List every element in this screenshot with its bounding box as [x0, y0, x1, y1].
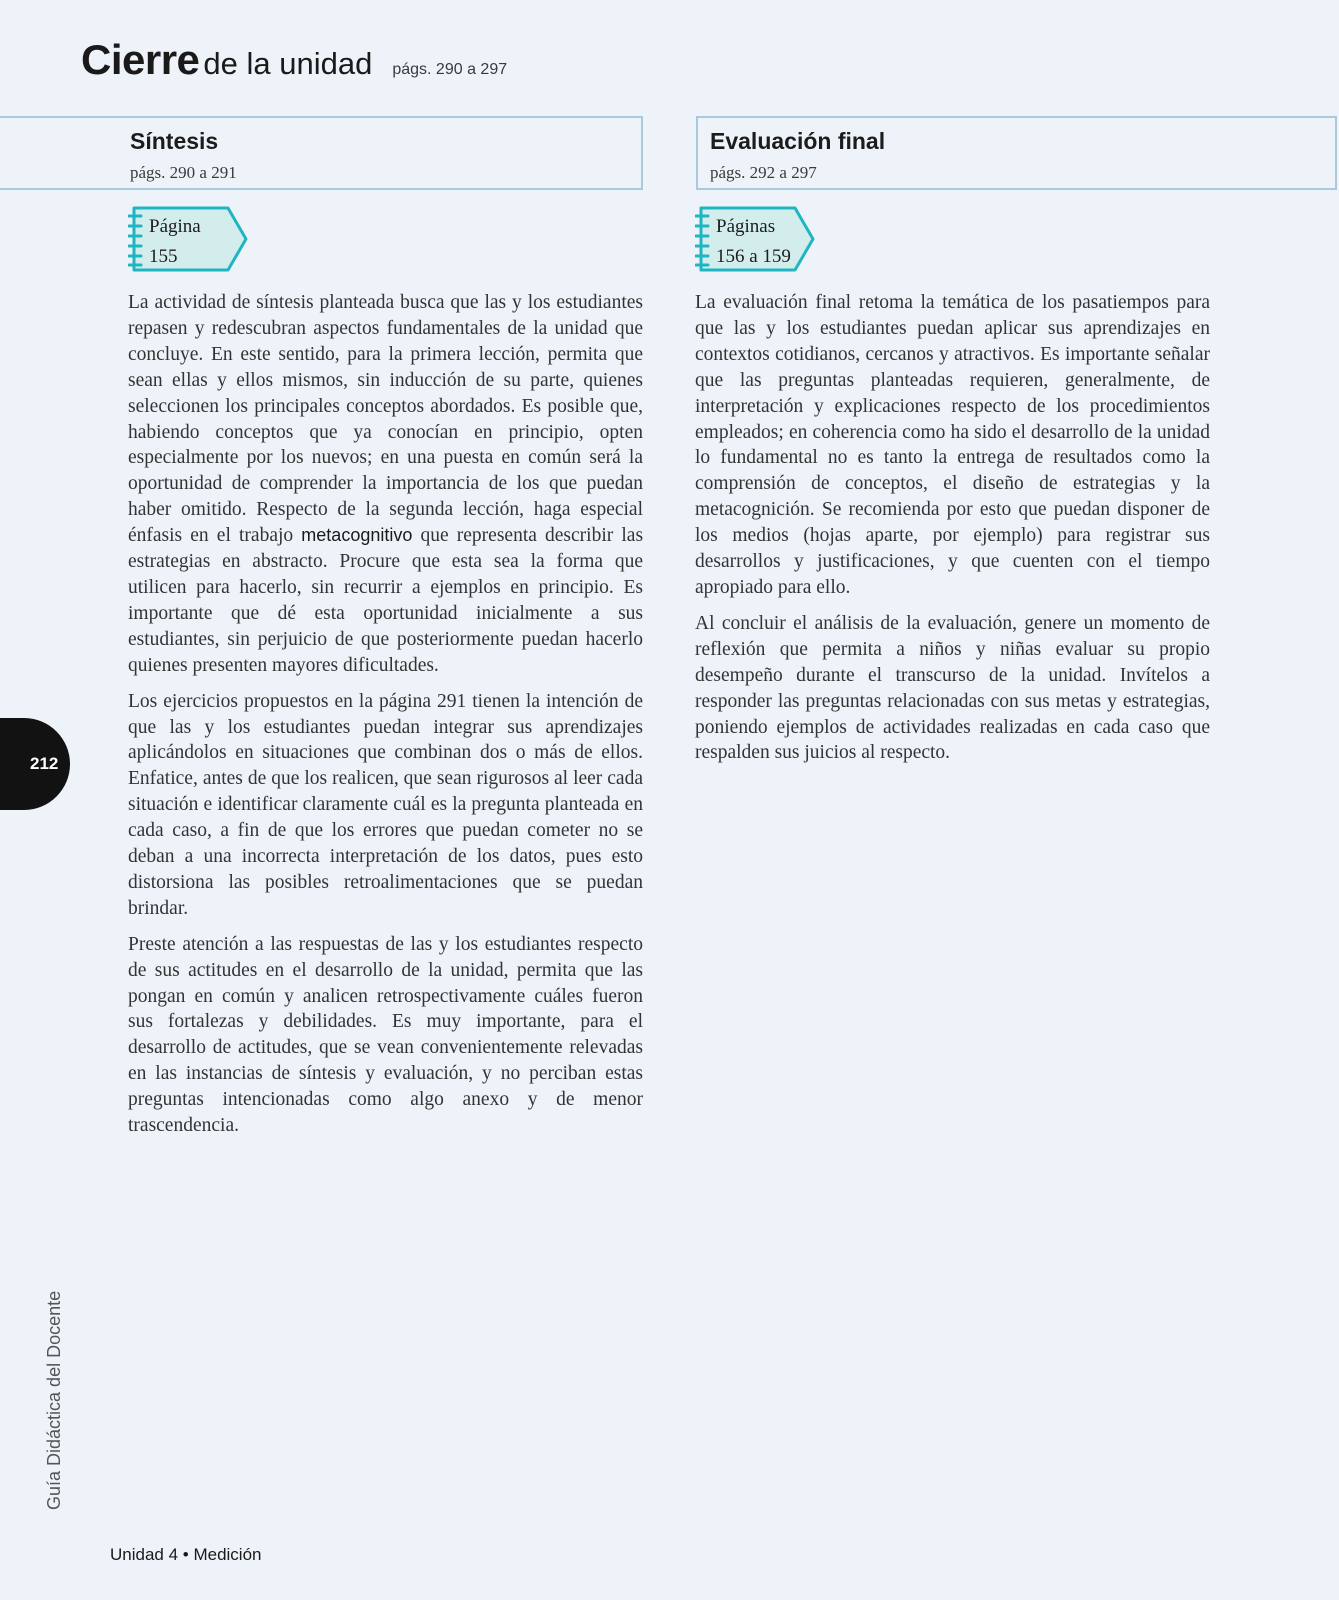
- paragraph: [128, 290, 643, 679]
- section-title: Síntesis: [130, 128, 219, 154]
- paragraph: Los ejercicios propuestos en la página 291 tienen la intención de que las y los estudiantes puedan integrar sus aprendizajes aplicándolos en situaciones que combinan dos o más de ellos. Enfatice, antes de que los realicen, que sean rigurosos al leer cada situación e identificar claramente cuál es la pregunta planteada en cada caso, a fin de que los errores que puedan cometer no se deban a una incorrecta interpretación de los datos, pues esto distorsiona las posibles retroalimentaciones que se puedan brindar.: [128, 690, 643, 919]
- header-title-bold: Cierre: [81, 36, 200, 83]
- paragraph: Al concluir el análisis de la evaluación, genere un momento de reflexión que permita a niños y niñas evaluar su propio desempeño durante el transcurso de la unidad. Invítelos a responder las preguntas relacionadas con sus metas y estrategias, poniendo ejemplos de actividades realizadas en cada caso que respalden sus juicios al respecto.: [695, 612, 1210, 764]
- side-label: Guía Didáctica del Docente: [44, 1290, 64, 1510]
- tag-label: Página: [149, 216, 201, 237]
- header-pages: págs. 290 a 297: [392, 61, 508, 78]
- section-pages: págs. 290 a 291: [130, 163, 237, 182]
- section-pages: págs. 292 a 297: [710, 163, 817, 182]
- notebook-page-tag: [695, 206, 819, 272]
- footer-unit: Unidad 4 • Medición: [110, 1545, 262, 1564]
- paragraph-text: La actividad de síntesis planteada busca que las y los estudiantes repasen y redescubran aspectos fundamentales de la unidad que concluye. En este sentido, para la primera lección, permita que sean ellas y ellos mismos, sin inducción de su parte, quienes seleccionen los principales conceptos abordados. Es posible que, habiendo conceptos que ya conocían en principio, opten especialmente por los nuevos; en una puesta en común será la oportunidad de comprender la importancia de los que puedan haber omitido. Respecto de la segunda lección, haga especial énfasis en el trabajo: [128, 292, 643, 547]
- page-number-tab: [0, 718, 70, 810]
- page-header: [81, 36, 507, 84]
- paragraph-text: que representa describir las estrategias en abstracto. Procure que esta sea la forma que utilicen para hacerlo, sin recurrir a ejemplos en principio. Es importante que dé esta oportunidad inicialmente a sus estudiantes, sin perjuicio de que posteriormente puedan hacerlo quienes presenten mayores dificultades.: [128, 525, 644, 676]
- tag-label: Páginas: [716, 216, 776, 237]
- sintesis-body: [128, 290, 643, 1149]
- section-header-evaluacion: [696, 116, 1337, 190]
- paragraph: Preste atención a las respuestas de las y los estudiantes respecto de sus actitudes en el desarrollo de la unidad, permita que las pongan en común y analicen retrospectivamente cuáles fueron sus fortalezas y debilidades. Es muy importante, para el desarrollo de actitudes, que se vean convenientemente relevadas en las instancias de síntesis y evaluación, y no perciban estas preguntas intencionadas como algo anexo y de menor trascendencia.: [128, 933, 643, 1137]
- section-header-sintesis: [0, 116, 643, 190]
- evaluacion-body: [695, 290, 1210, 776]
- paragraph: La evaluación final retoma la temática de los pasatiempos para que las y los estudiantes puedan aplicar sus aprendizajes en contextos cotidianos, cercanos y atractivos. Es importante señalar que las preguntas planteadas requieren, generalmente, de interpretación y explicaciones respecto de los procedimientos empleados; en coherencia como ha sido el desarrollo de la unidad lo fundamental no es tanto la entrega de resultados como la comprensión de conceptos, el diseño de estrategias y la metacognición. Se recomienda por esto que puedan disponer de los medios (hojas aparte, por ejemplo) para registrar sus desarrollos y justificaciones, y que cuenten con el tiempo apropiado para ello.: [695, 292, 1210, 598]
- tag-pages: 156 a 159: [716, 246, 791, 267]
- tag-pages: 155: [149, 246, 178, 267]
- header-title-rest: de la unidad: [203, 46, 373, 81]
- keyword-metacognitivo: metacognitivo: [301, 525, 413, 546]
- section-title: Evaluación final: [710, 128, 886, 154]
- page-number: 212: [30, 754, 59, 773]
- notebook-page-tag: [128, 206, 252, 272]
